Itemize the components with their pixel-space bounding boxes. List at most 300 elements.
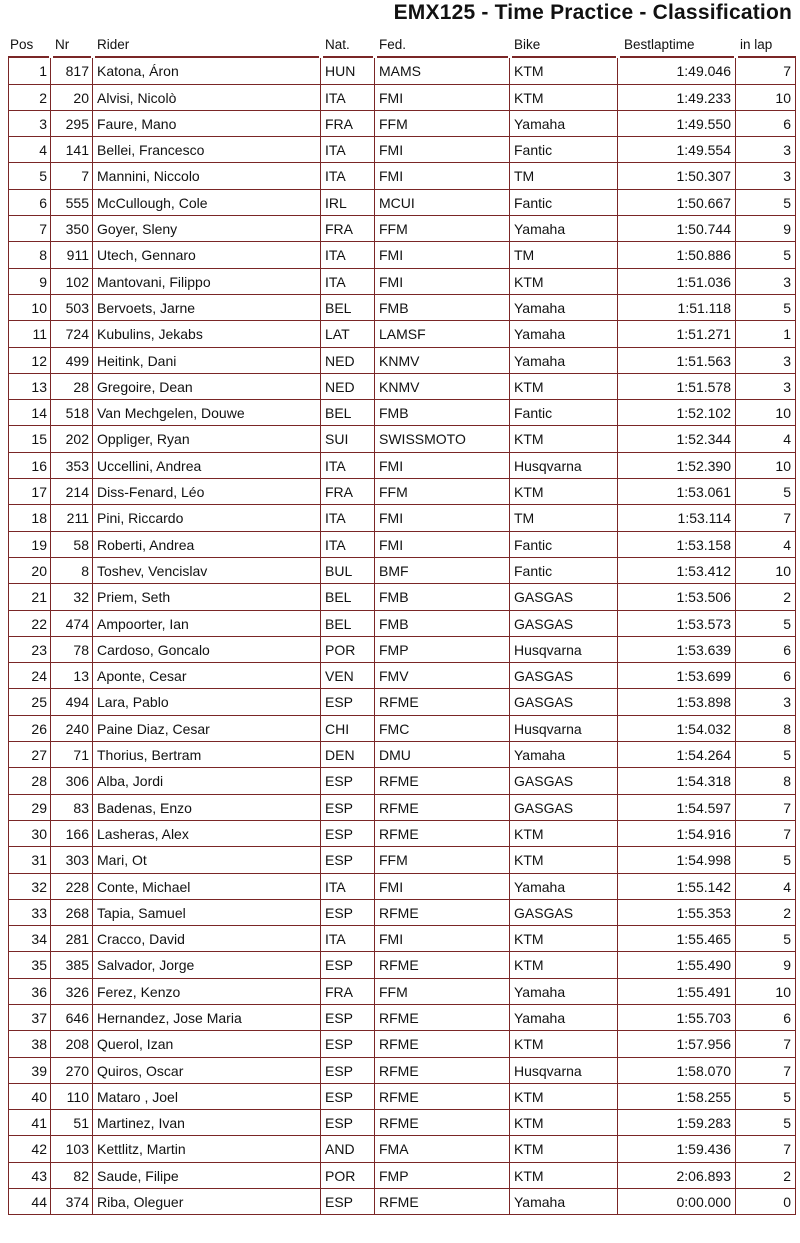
in-lap-cell: 3 (736, 348, 796, 374)
fed-cell: FMP (375, 637, 510, 663)
nat-cell: ESP (321, 821, 375, 847)
table-row (8, 111, 796, 137)
pos-cell: 18 (8, 505, 51, 531)
rider-cell: Alvisi, Nicolò (93, 85, 321, 111)
nr-cell: 78 (51, 637, 93, 663)
in-lap-cell: 6 (736, 637, 796, 663)
nr-cell: 270 (51, 1058, 93, 1084)
nr-cell: 350 (51, 216, 93, 242)
fed-cell: RFME (375, 1189, 510, 1215)
rider-cell: Lasheras, Alex (93, 821, 321, 847)
pos-cell: 11 (8, 321, 51, 347)
table-row (8, 742, 796, 768)
nat-cell: ITA (321, 532, 375, 558)
table-row (8, 58, 796, 84)
bestlaptime-cell: 1:59.436 (618, 1136, 736, 1162)
pos-cell: 38 (8, 1031, 51, 1057)
fed-cell: RFME (375, 768, 510, 794)
bike-cell: Yamaha (510, 979, 618, 1005)
nat-cell: ESP (321, 768, 375, 794)
rider-cell: Oppliger, Ryan (93, 426, 321, 452)
pos-cell: 2 (8, 85, 51, 111)
nat-cell: FRA (321, 216, 375, 242)
table-row (8, 1084, 796, 1110)
fed-cell: FMB (375, 400, 510, 426)
bestlaptime-cell: 1:59.283 (618, 1110, 736, 1136)
table-row (8, 689, 796, 715)
fed-cell: RFME (375, 1110, 510, 1136)
nat-cell: FRA (321, 979, 375, 1005)
bestlaptime-cell: 1:54.032 (618, 716, 736, 742)
fed-cell: DMU (375, 742, 510, 768)
table-row (8, 874, 796, 900)
bestlaptime-cell: 1:55.142 (618, 874, 736, 900)
rider-cell: Toshev, Vencislav (93, 558, 321, 584)
fed-cell: RFME (375, 689, 510, 715)
in-lap-cell: 10 (736, 453, 796, 479)
bike-cell: KTM (510, 1163, 618, 1189)
pos-cell: 31 (8, 847, 51, 873)
bike-cell: Husqvarna (510, 716, 618, 742)
rider-cell: Conte, Michael (93, 874, 321, 900)
rider-cell: Salvador, Jorge (93, 952, 321, 978)
bike-cell: GASGAS (510, 663, 618, 689)
bike-cell: Fantic (510, 400, 618, 426)
table-row (8, 400, 796, 426)
bike-cell: KTM (510, 1084, 618, 1110)
fed-cell: FMI (375, 532, 510, 558)
nr-cell: 7 (51, 163, 93, 189)
in-lap-cell: 9 (736, 952, 796, 978)
in-lap-cell: 7 (736, 1031, 796, 1057)
pos-cell: 37 (8, 1005, 51, 1031)
in-lap-cell: 9 (736, 216, 796, 242)
pos-cell: 17 (8, 479, 51, 505)
nr-cell: 281 (51, 926, 93, 952)
fed-cell: FMI (375, 505, 510, 531)
nat-cell: POR (321, 1163, 375, 1189)
table-row (8, 295, 796, 321)
bestlaptime-cell: 1:50.744 (618, 216, 736, 242)
table-body (8, 58, 796, 1215)
fed-cell: FFM (375, 979, 510, 1005)
nr-cell: 646 (51, 1005, 93, 1031)
nr-cell: 208 (51, 1031, 93, 1057)
nat-cell: IRL (321, 190, 375, 216)
nat-cell: ESP (321, 1110, 375, 1136)
bestlaptime-cell: 1:51.036 (618, 269, 736, 295)
pos-cell: 9 (8, 269, 51, 295)
nat-cell: ITA (321, 242, 375, 268)
nr-cell: 20 (51, 85, 93, 111)
pos-cell: 32 (8, 874, 51, 900)
pos-cell: 3 (8, 111, 51, 137)
table-row (8, 374, 796, 400)
nr-cell: 353 (51, 453, 93, 479)
rider-cell: Cardoso, Goncalo (93, 637, 321, 663)
table-row (8, 137, 796, 163)
nr-cell: 8 (51, 558, 93, 584)
bestlaptime-cell: 1:55.353 (618, 900, 736, 926)
bike-cell: Yamaha (510, 216, 618, 242)
table-row (8, 1163, 796, 1189)
nr-cell: 724 (51, 321, 93, 347)
nr-cell: 499 (51, 348, 93, 374)
in-lap-cell: 7 (736, 821, 796, 847)
bestlaptime-cell: 1:51.578 (618, 374, 736, 400)
classification-table (8, 32, 796, 1215)
fed-cell: RFME (375, 1031, 510, 1057)
in-lap-cell: 3 (736, 689, 796, 715)
rider-cell: Lara, Pablo (93, 689, 321, 715)
table-row (8, 242, 796, 268)
bestlaptime-cell: 2:06.893 (618, 1163, 736, 1189)
bestlaptime-cell: 1:53.573 (618, 611, 736, 637)
table-row (8, 768, 796, 794)
nat-cell: SUI (321, 426, 375, 452)
rider-cell: Quiros, Oscar (93, 1058, 321, 1084)
pos-cell: 12 (8, 348, 51, 374)
in-lap-cell: 10 (736, 558, 796, 584)
nat-cell: VEN (321, 663, 375, 689)
pos-cell: 5 (8, 163, 51, 189)
table-row (8, 611, 796, 637)
bike-cell: KTM (510, 1110, 618, 1136)
nat-cell: AND (321, 1136, 375, 1162)
bestlaptime-cell: 1:53.699 (618, 663, 736, 689)
bike-cell: GASGAS (510, 611, 618, 637)
bestlaptime-cell: 1:54.318 (618, 768, 736, 794)
bike-cell: Yamaha (510, 295, 618, 321)
in-lap-cell: 5 (736, 1110, 796, 1136)
fed-cell: FFM (375, 216, 510, 242)
table-header-row (8, 32, 796, 58)
bike-cell: GASGAS (510, 768, 618, 794)
rider-cell: Saude, Filipe (93, 1163, 321, 1189)
fed-cell: FMI (375, 269, 510, 295)
in-lap-cell: 4 (736, 426, 796, 452)
nr-cell: 13 (51, 663, 93, 689)
nat-cell: ITA (321, 874, 375, 900)
rider-cell: Badenas, Enzo (93, 795, 321, 821)
table-row (8, 479, 796, 505)
rider-cell: Cracco, David (93, 926, 321, 952)
bestlaptime-cell: 1:51.563 (618, 348, 736, 374)
pos-cell: 42 (8, 1136, 51, 1162)
fed-cell: FMI (375, 453, 510, 479)
nr-cell: 518 (51, 400, 93, 426)
fed-cell: FMI (375, 242, 510, 268)
bike-cell: Husqvarna (510, 1058, 618, 1084)
in-lap-cell: 7 (736, 1058, 796, 1084)
nr-cell: 385 (51, 952, 93, 978)
bestlaptime-cell: 1:53.639 (618, 637, 736, 663)
page-title: EMX125 - Time Practice - Classification (393, 1, 792, 24)
rider-cell: Mataro , Joel (93, 1084, 321, 1110)
nr-cell: 503 (51, 295, 93, 321)
pos-cell: 39 (8, 1058, 51, 1084)
rider-cell: Ampoorter, Ian (93, 611, 321, 637)
nr-cell: 32 (51, 584, 93, 610)
table-row (8, 558, 796, 584)
bestlaptime-cell: 1:58.255 (618, 1084, 736, 1110)
rider-cell: Mari, Ot (93, 847, 321, 873)
in-lap-cell: 7 (736, 58, 796, 84)
nat-cell: ESP (321, 689, 375, 715)
nr-cell: 110 (51, 1084, 93, 1110)
bike-cell: KTM (510, 926, 618, 952)
rider-cell: Van Mechgelen, Douwe (93, 400, 321, 426)
pos-cell: 27 (8, 742, 51, 768)
nat-cell: LAT (321, 321, 375, 347)
fed-cell: FMI (375, 85, 510, 111)
fed-cell: FMI (375, 163, 510, 189)
header-nr: Nr (51, 32, 93, 58)
pos-cell: 4 (8, 137, 51, 163)
nr-cell: 58 (51, 532, 93, 558)
pos-cell: 8 (8, 242, 51, 268)
nat-cell: ITA (321, 926, 375, 952)
bestlaptime-cell: 1:51.118 (618, 295, 736, 321)
nat-cell: HUN (321, 58, 375, 84)
pos-cell: 36 (8, 979, 51, 1005)
header-rider: Rider (93, 32, 321, 58)
pos-cell: 29 (8, 795, 51, 821)
fed-cell: FMB (375, 611, 510, 637)
bike-cell: Yamaha (510, 1189, 618, 1215)
bike-cell: KTM (510, 821, 618, 847)
rider-cell: Martinez, Ivan (93, 1110, 321, 1136)
in-lap-cell: 8 (736, 768, 796, 794)
table-row (8, 637, 796, 663)
bike-cell: KTM (510, 426, 618, 452)
rider-cell: Pini, Riccardo (93, 505, 321, 531)
nat-cell: BEL (321, 584, 375, 610)
bike-cell: KTM (510, 58, 618, 84)
nat-cell: NED (321, 348, 375, 374)
pos-cell: 43 (8, 1163, 51, 1189)
table-row (8, 795, 796, 821)
bike-cell: Yamaha (510, 348, 618, 374)
nr-cell: 103 (51, 1136, 93, 1162)
nr-cell: 51 (51, 1110, 93, 1136)
nat-cell: ESP (321, 847, 375, 873)
in-lap-cell: 5 (736, 847, 796, 873)
nat-cell: ITA (321, 453, 375, 479)
pos-cell: 35 (8, 952, 51, 978)
bike-cell: KTM (510, 1136, 618, 1162)
in-lap-cell: 5 (736, 1084, 796, 1110)
table-row (8, 163, 796, 189)
in-lap-cell: 3 (736, 269, 796, 295)
bestlaptime-cell: 1:50.667 (618, 190, 736, 216)
in-lap-cell: 7 (736, 1136, 796, 1162)
fed-cell: FMB (375, 295, 510, 321)
table-row (8, 952, 796, 978)
fed-cell: FMA (375, 1136, 510, 1162)
bike-cell: Fantic (510, 532, 618, 558)
nat-cell: ITA (321, 269, 375, 295)
in-lap-cell: 6 (736, 1005, 796, 1031)
table-row (8, 979, 796, 1005)
nat-cell: DEN (321, 742, 375, 768)
table-row (8, 348, 796, 374)
fed-cell: RFME (375, 795, 510, 821)
bestlaptime-cell: 1:52.102 (618, 400, 736, 426)
pos-cell: 24 (8, 663, 51, 689)
bestlaptime-cell: 1:57.956 (618, 1031, 736, 1057)
nr-cell: 28 (51, 374, 93, 400)
in-lap-cell: 3 (736, 374, 796, 400)
table-row (8, 532, 796, 558)
header-in-lap: in lap (736, 32, 796, 58)
pos-cell: 7 (8, 216, 51, 242)
nr-cell: 240 (51, 716, 93, 742)
in-lap-cell: 5 (736, 242, 796, 268)
rider-cell: Mantovani, Filippo (93, 269, 321, 295)
bike-cell: GASGAS (510, 584, 618, 610)
fed-cell: RFME (375, 900, 510, 926)
table-row (8, 1005, 796, 1031)
nat-cell: ESP (321, 1189, 375, 1215)
bike-cell: Husqvarna (510, 453, 618, 479)
bestlaptime-cell: 1:55.490 (618, 952, 736, 978)
nat-cell: ESP (321, 1005, 375, 1031)
pos-cell: 14 (8, 400, 51, 426)
bestlaptime-cell: 1:53.158 (618, 532, 736, 558)
fed-cell: LAMSF (375, 321, 510, 347)
bestlaptime-cell: 1:54.597 (618, 795, 736, 821)
bestlaptime-cell: 1:53.412 (618, 558, 736, 584)
rider-cell: Hernandez, Jose Maria (93, 1005, 321, 1031)
in-lap-cell: 8 (736, 716, 796, 742)
header-fed: Fed. (375, 32, 510, 58)
bike-cell: TM (510, 242, 618, 268)
in-lap-cell: 2 (736, 900, 796, 926)
nat-cell: FRA (321, 111, 375, 137)
nr-cell: 326 (51, 979, 93, 1005)
rider-cell: Kettlitz, Martin (93, 1136, 321, 1162)
rider-cell: Bellei, Francesco (93, 137, 321, 163)
bestlaptime-cell: 1:54.264 (618, 742, 736, 768)
in-lap-cell: 7 (736, 795, 796, 821)
nat-cell: ESP (321, 952, 375, 978)
bike-cell: Husqvarna (510, 637, 618, 663)
nr-cell: 268 (51, 900, 93, 926)
fed-cell: FFM (375, 847, 510, 873)
header-bike: Bike (510, 32, 618, 58)
table-row (8, 426, 796, 452)
bike-cell: KTM (510, 269, 618, 295)
pos-cell: 28 (8, 768, 51, 794)
table-row (8, 269, 796, 295)
in-lap-cell: 0 (736, 1189, 796, 1215)
in-lap-cell: 4 (736, 874, 796, 900)
in-lap-cell: 5 (736, 190, 796, 216)
table-row (8, 847, 796, 873)
bike-cell: KTM (510, 479, 618, 505)
bestlaptime-cell: 1:52.390 (618, 453, 736, 479)
pos-cell: 23 (8, 637, 51, 663)
in-lap-cell: 4 (736, 532, 796, 558)
rider-cell: Paine Diaz, Cesar (93, 716, 321, 742)
rider-cell: Riba, Oleguer (93, 1189, 321, 1215)
table-row (8, 85, 796, 111)
nat-cell: CHI (321, 716, 375, 742)
pos-cell: 16 (8, 453, 51, 479)
bike-cell: KTM (510, 1031, 618, 1057)
nr-cell: 306 (51, 768, 93, 794)
in-lap-cell: 7 (736, 505, 796, 531)
pos-cell: 20 (8, 558, 51, 584)
bestlaptime-cell: 1:52.344 (618, 426, 736, 452)
table-row (8, 1031, 796, 1057)
bestlaptime-cell: 1:53.061 (618, 479, 736, 505)
bike-cell: Yamaha (510, 874, 618, 900)
bike-cell: KTM (510, 952, 618, 978)
table-row (8, 1058, 796, 1084)
pos-cell: 1 (8, 58, 51, 84)
pos-cell: 21 (8, 584, 51, 610)
nat-cell: ITA (321, 505, 375, 531)
pos-cell: 22 (8, 611, 51, 637)
in-lap-cell: 6 (736, 111, 796, 137)
fed-cell: RFME (375, 821, 510, 847)
pos-cell: 6 (8, 190, 51, 216)
nr-cell: 374 (51, 1189, 93, 1215)
table-row (8, 321, 796, 347)
pos-cell: 15 (8, 426, 51, 452)
nr-cell: 83 (51, 795, 93, 821)
bike-cell: GASGAS (510, 689, 618, 715)
rider-cell: Uccellini, Andrea (93, 453, 321, 479)
table-row (8, 821, 796, 847)
nr-cell: 228 (51, 874, 93, 900)
in-lap-cell: 6 (736, 663, 796, 689)
header-pos: Pos (8, 32, 51, 58)
table-row (8, 900, 796, 926)
header-bestlaptime: Bestlaptime (618, 32, 736, 58)
fed-cell: MAMS (375, 58, 510, 84)
bestlaptime-cell: 1:55.703 (618, 1005, 736, 1031)
bestlaptime-cell: 1:58.070 (618, 1058, 736, 1084)
in-lap-cell: 3 (736, 137, 796, 163)
bike-cell: Fantic (510, 558, 618, 584)
fed-cell: RFME (375, 1005, 510, 1031)
pos-cell: 26 (8, 716, 51, 742)
nat-cell: POR (321, 637, 375, 663)
bestlaptime-cell: 1:54.998 (618, 847, 736, 873)
rider-cell: Aponte, Cesar (93, 663, 321, 689)
bestlaptime-cell: 1:50.307 (618, 163, 736, 189)
nat-cell: ESP (321, 1031, 375, 1057)
rider-cell: Gregoire, Dean (93, 374, 321, 400)
bike-cell: TM (510, 163, 618, 189)
nat-cell: BEL (321, 295, 375, 321)
fed-cell: KNMV (375, 348, 510, 374)
fed-cell: FMP (375, 1163, 510, 1189)
bike-cell: KTM (510, 847, 618, 873)
pos-cell: 25 (8, 689, 51, 715)
table-row (8, 216, 796, 242)
table-row (8, 1136, 796, 1162)
rider-cell: Bervoets, Jarne (93, 295, 321, 321)
rider-cell: Priem, Seth (93, 584, 321, 610)
bestlaptime-cell: 1:50.886 (618, 242, 736, 268)
rider-cell: Querol, Izan (93, 1031, 321, 1057)
bestlaptime-cell: 1:49.233 (618, 85, 736, 111)
fed-cell: MCUI (375, 190, 510, 216)
